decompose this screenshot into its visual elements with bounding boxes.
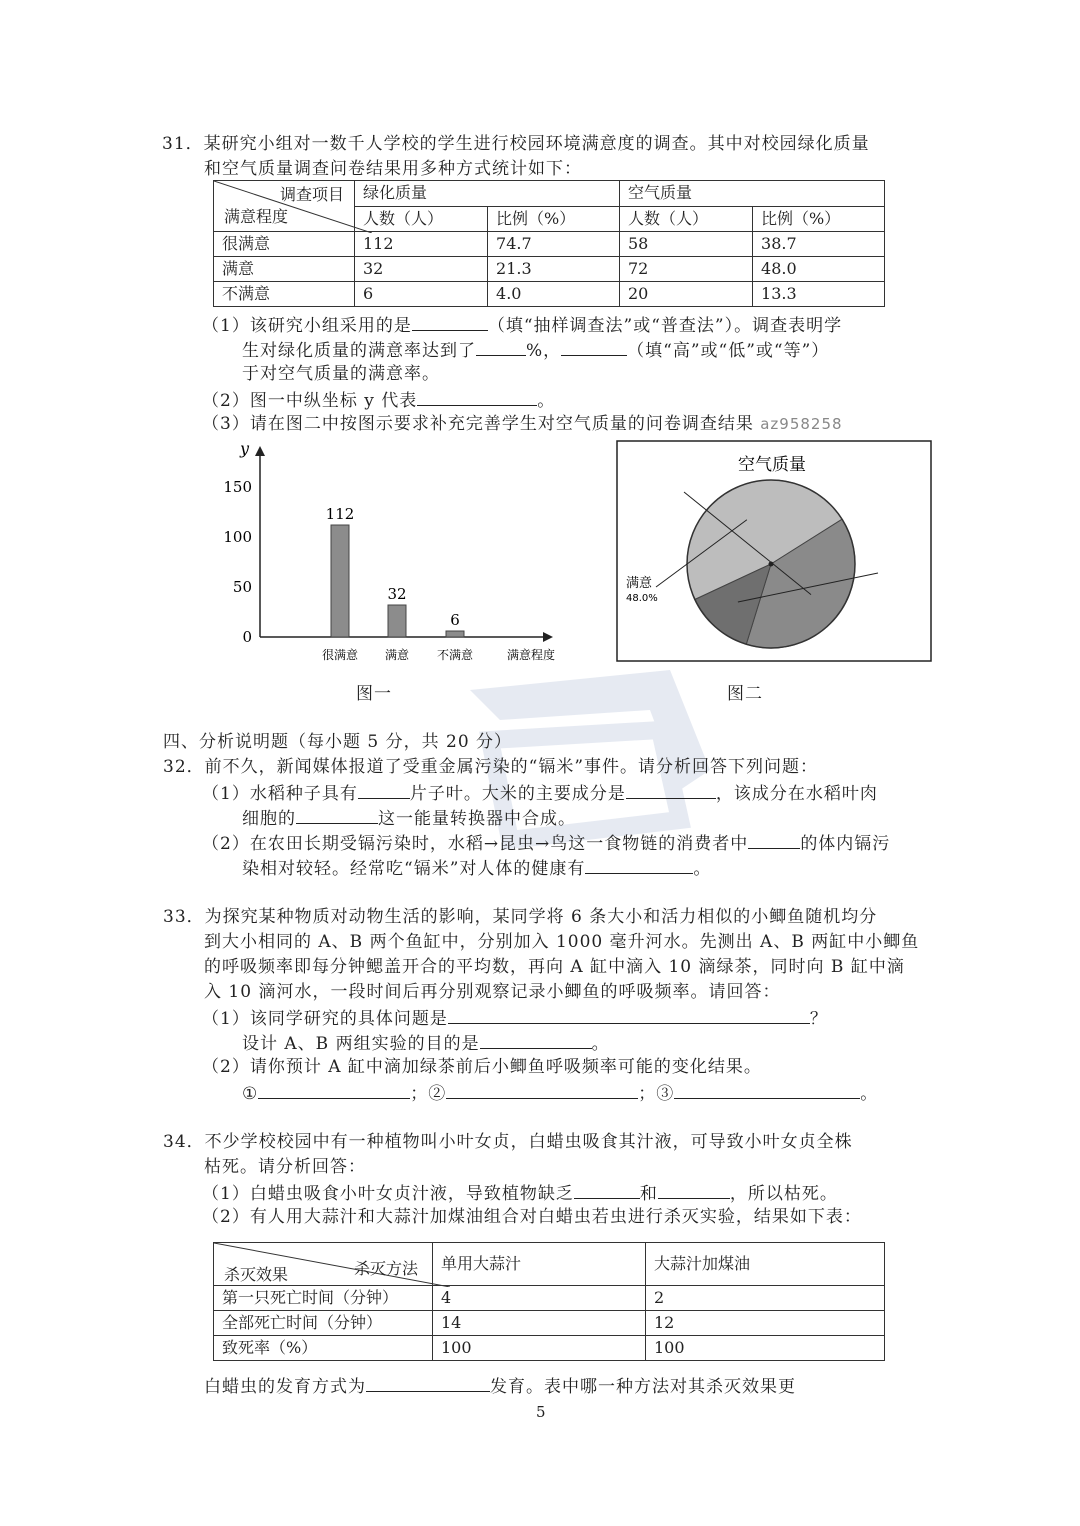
pie-title: 空气质量	[738, 455, 806, 475]
table-cell: 13.3	[753, 282, 885, 307]
y-tick-label: 0	[242, 628, 252, 646]
q32-part2-line1	[202, 830, 890, 856]
q34-col-garlic-kerosene: 大蒜汁加煤油	[646, 1243, 885, 1286]
text: 。	[591, 1034, 610, 1054]
text: 设计 A、B 两组实验的目的是	[242, 1034, 480, 1054]
table-cell: 4	[433, 1286, 646, 1311]
row-label: 全部死亡时间（分钟）	[214, 1311, 433, 1336]
q33-line1: 33．为探究某种物质对动物生活的影响，某同学将 6 条大小和活力相似的小鲫鱼随机均分	[163, 907, 878, 927]
q34-part2: （2）有人用大蒜汁和大蒜汁加煤油组合对白蜡虫若虫进行杀灭实验，结果如下表：	[202, 1207, 862, 1227]
text: 和	[639, 1184, 658, 1204]
q31-sub-header: 人数（人）	[619, 206, 752, 232]
q34-results-table	[213, 1242, 885, 1361]
x-tick-label: 不满意	[436, 648, 474, 662]
q32-intro: 32．前不久，新闻媒体报道了受重金属污染的“镉米”事件。请分析回答下列问题：	[163, 757, 819, 777]
table-row	[214, 1311, 885, 1336]
bar-chart	[205, 432, 575, 670]
answer-blank[interactable]	[358, 780, 410, 799]
text: 生对绿化质量的满意率达到了	[242, 341, 476, 361]
y-tick-label: 50	[232, 578, 252, 596]
q34-col-garlic: 单用大蒜汁	[433, 1243, 646, 1286]
q31-part1-line2	[242, 337, 829, 363]
bar	[446, 631, 464, 637]
q34-table-corner	[214, 1243, 433, 1286]
pie-chart	[616, 440, 932, 662]
q31-corner-top: 调查项目	[279, 185, 344, 204]
text: 。	[860, 1084, 879, 1104]
data-label: 32	[387, 585, 407, 603]
text: （填“高”或“低”或“等”）	[627, 341, 830, 361]
q34-line2: 枯死。请分析回答：	[204, 1157, 366, 1177]
table-cell: 72	[619, 257, 752, 282]
answer-blank[interactable]	[366, 1373, 490, 1392]
text: 这一能量转换器中合成。	[378, 809, 576, 829]
answer-blank[interactable]	[480, 1030, 592, 1049]
x-tick-label: 满意	[384, 648, 410, 662]
table-cell: 48.0	[753, 257, 885, 282]
y-tick-label: 150	[223, 478, 252, 496]
q31-corner-bottom: 满意程度	[224, 207, 289, 226]
q31-part2	[202, 387, 555, 413]
pie-slice-label: 满意	[626, 576, 653, 591]
q33-line4: 入 10 滴河水，一段时间后再分别观察记录小鲫鱼的呼吸频率。请回答：	[204, 982, 781, 1002]
text: （1）该同学研究的具体问题是	[202, 1009, 448, 1029]
table-cell: 32	[355, 257, 488, 282]
text: 。	[693, 859, 712, 879]
answer-blank[interactable]	[674, 1080, 860, 1099]
text: 白蜡虫的发育方式为	[204, 1377, 366, 1397]
row-label: 不满意	[214, 282, 355, 307]
answer-blank[interactable]	[748, 830, 800, 849]
text: （3）请在图二中按图示要求补充完善学生对空气质量的问卷调查结果	[202, 414, 754, 434]
table-row	[214, 1336, 885, 1361]
row-label: 满意	[214, 257, 355, 282]
q32-part2-line2	[242, 855, 711, 881]
text: ，该成分在水稻叶肉	[715, 784, 878, 804]
answer-blank[interactable]	[446, 1080, 638, 1099]
text: 。	[537, 391, 556, 411]
q33-part1-line2	[242, 1030, 610, 1056]
y-tick-label: 100	[223, 528, 252, 546]
q31-group-greening: 绿化质量	[355, 181, 620, 207]
answer-blank[interactable]	[476, 337, 526, 356]
table-cell: 2	[646, 1286, 885, 1311]
table-cell: 112	[355, 232, 488, 257]
text: （2）图一中纵坐标 y 代表	[202, 391, 418, 411]
q33-part2: （2）请你预计 A 缸中滴加绿茶前后小鲫鱼呼吸频率可能的变化结果。	[202, 1057, 762, 1077]
table-cell: 100	[646, 1336, 885, 1361]
answer-blank[interactable]	[561, 337, 627, 356]
table-cell: 100	[433, 1336, 646, 1361]
q33-part1-line1	[202, 1005, 828, 1031]
q34-last-line	[204, 1373, 796, 1399]
bar	[331, 525, 349, 637]
table-row	[214, 1286, 885, 1311]
page-number: 5	[536, 1403, 547, 1421]
x-axis-label: 满意程度	[506, 648, 556, 662]
table-row	[214, 232, 885, 257]
text: 染相对较轻。经常吃“镉米”对人体的健康有	[242, 859, 586, 879]
q31-sub-header: 比例（%）	[753, 206, 885, 232]
row-label: 很满意	[214, 232, 355, 257]
q31-part1-line1	[202, 312, 842, 338]
q32-part1-line2	[242, 805, 576, 831]
row-label: 致死率（%）	[214, 1336, 433, 1361]
text: （填“抽样调查法”或“普查法”）。调查表明学	[487, 316, 843, 336]
text: ；②	[410, 1084, 447, 1104]
text: ①	[242, 1084, 259, 1104]
pie-slice-percent: 48.0%	[626, 593, 658, 604]
answer-blank[interactable]	[658, 1180, 730, 1199]
q33-line3: 的呼吸频率即每分钟鳃盖开合的平均数，再向 A 缸中滴入 10 滴绿茶，同时向 B 缸中滴	[204, 957, 905, 977]
section4-title: 四、分析说明题（每小题 5 分，共 20 分）	[163, 732, 513, 752]
answer-blank[interactable]	[626, 780, 716, 799]
text: ？	[809, 1009, 828, 1029]
answer-blank[interactable]	[412, 312, 488, 331]
q31-group-air: 空气质量	[619, 181, 884, 207]
figure1-caption: 图一	[356, 684, 392, 704]
answer-blank[interactable]	[296, 805, 378, 824]
y-axis-label: y	[240, 439, 250, 458]
answer-blank[interactable]	[417, 387, 537, 406]
figure2-caption: 图二	[727, 684, 763, 704]
q32-part1-line1	[202, 780, 878, 806]
data-label: 112	[325, 505, 355, 523]
q31-sub-header: 人数（人）	[355, 206, 488, 232]
row-label: 第一只死亡时间（分钟）	[214, 1286, 433, 1311]
text: （1）水稻种子具有	[202, 784, 358, 804]
table-cell: 6	[355, 282, 488, 307]
q33-part2-answers	[242, 1080, 878, 1106]
answer-blank[interactable]	[585, 855, 693, 874]
text: %，	[526, 341, 562, 361]
q31-intro-line1: 31．某研究小组对一数千人学校的学生进行校园环境满意度的调查。其中对校园绿化质量	[162, 134, 870, 154]
table-row	[214, 282, 885, 307]
q31-table-corner	[214, 181, 355, 232]
text: ，所以枯死。	[729, 1184, 838, 1204]
q31-intro-line2: 和空气质量调查问卷结果用多种方式统计如下：	[204, 159, 582, 179]
text: （1）白蜡虫吸食小叶女贞汁液，导致植物缺乏	[202, 1184, 574, 1204]
text: 片子叶。大米的主要成分是	[409, 784, 626, 804]
q31-part1-line3: 于对空气质量的满意率。	[242, 364, 440, 384]
table-cell: 12	[646, 1311, 885, 1336]
table-cell: 38.7	[753, 232, 885, 257]
y-axis-arrow	[255, 446, 265, 456]
table-cell: 74.7	[488, 232, 620, 257]
table-cell: 21.3	[488, 257, 620, 282]
q34-corner-top: 杀灭方法	[353, 1259, 418, 1278]
q34-line1: 34．不少学校校园中有一种植物叫小叶女贞，白蜡虫吸食其汁液，可导致小叶女贞全株	[163, 1132, 853, 1152]
table-cell: 20	[619, 282, 752, 307]
answer-blank[interactable]	[574, 1180, 640, 1199]
table-row	[214, 257, 885, 282]
x-tick-label: 很满意	[321, 648, 359, 662]
table-cell: 4.0	[488, 282, 620, 307]
table-cell: 14	[433, 1311, 646, 1336]
answer-blank[interactable]	[258, 1080, 410, 1099]
q34-part1	[202, 1180, 838, 1206]
table-cell: 58	[619, 232, 752, 257]
answer-blank[interactable]	[448, 1005, 810, 1024]
x-axis-arrow	[543, 632, 553, 642]
q33-line2: 到大小相同的 A、B 两个鱼缸中，分别加入 1000 毫升河水。先测出 A、B 两缸中小鲫鱼	[204, 932, 920, 952]
text: 细胞的	[242, 809, 296, 829]
text: 发育。表中哪一种方法对其杀灭效果更	[490, 1377, 796, 1397]
text: （1）该研究小组采用的是	[202, 316, 412, 336]
id-tag: az958258	[760, 415, 843, 433]
text: （2）在农田长期受镉污染时，水稻→昆虫→鸟这一食物链的消费者中	[202, 834, 749, 854]
data-label: 6	[450, 611, 460, 629]
q34-corner-bottom: 杀灭效果	[224, 1265, 289, 1284]
q31-sub-header: 比例（%）	[488, 206, 620, 232]
bar	[388, 605, 406, 637]
q31-survey-table	[213, 180, 885, 307]
text: 的体内镉污	[800, 834, 891, 854]
text: ；③	[638, 1084, 675, 1104]
